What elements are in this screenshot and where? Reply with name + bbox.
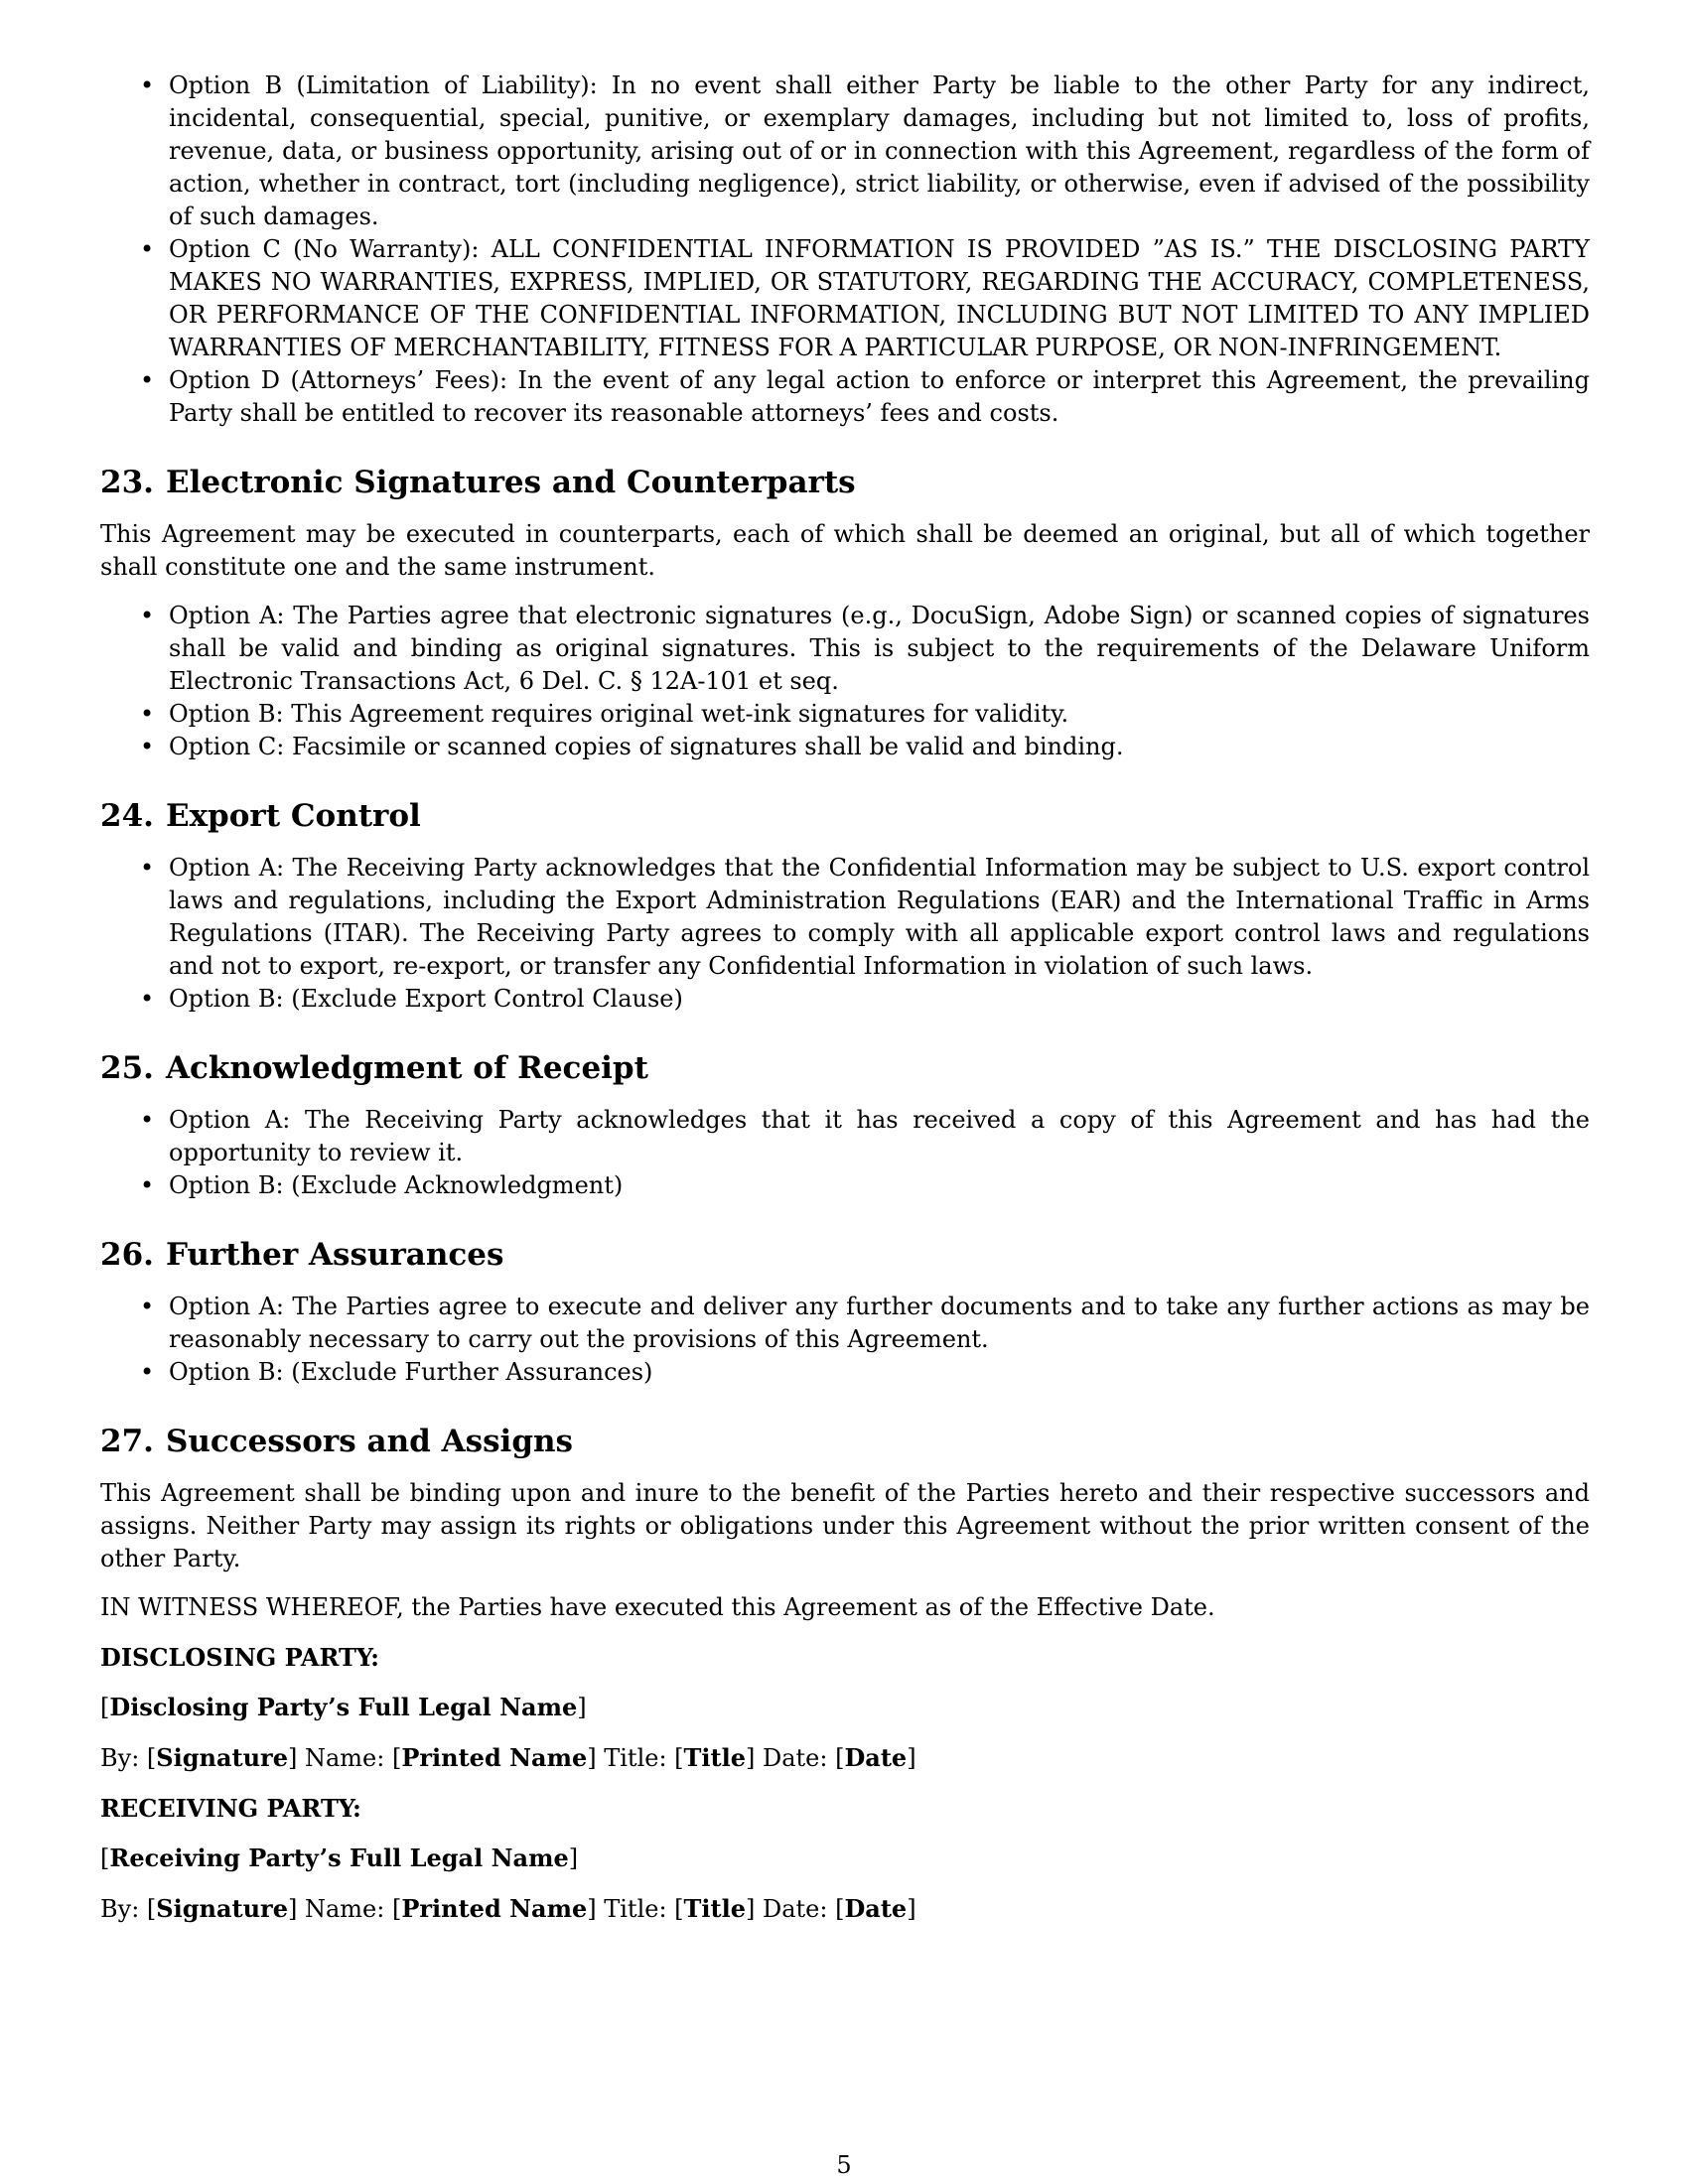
section-25-heading: 25. Acknowledgment of Receipt bbox=[100, 1050, 648, 1086]
list-item: • Option B (Limitation of Liability): In no event shall either Party be liable to the other Party for any indirect, incidental, consequential, special, punitive, or exemplary damages, including but not limited to, loss of profits, revenue, data, or business opportunity, arising out of or in connection with this Agreement, regardless of the form of action, whether in contract, tort (including negligence), strict liability, or otherwise, even if advised of the possibility of such damages. bbox=[140, 71, 1590, 230]
section-24-options bbox=[100, 852, 1590, 1016]
date-field[interactable]: Date bbox=[844, 1894, 908, 1923]
section-26-heading: 26. Further Assurances bbox=[100, 1237, 504, 1273]
date-field[interactable]: Date bbox=[844, 1743, 908, 1772]
disclosing-party-name: [Disclosing Party’s Full Legal Name] bbox=[100, 1693, 587, 1721]
list-item: • Option A: The Parties agree that electronic signatures (e.g., DocuSign, Adobe Sign) or scanned copies of signatures shall be valid and binding as original signatures. This is subject to the requirements of the Delaware Uniform Electronic Transactions Act, 6 Del. C. § 12A-101 et seq. bbox=[140, 602, 1590, 695]
printed-name-field[interactable]: Printed Name bbox=[401, 1894, 588, 1923]
signature-block bbox=[100, 1591, 1590, 1926]
bullet-icon: • bbox=[140, 235, 155, 263]
document-page bbox=[100, 69, 1590, 1943]
signature-field[interactable]: Signature bbox=[156, 1743, 288, 1772]
signature-field[interactable]: Signature bbox=[156, 1894, 288, 1923]
receiving-party-name: [Receiving Party’s Full Legal Name] bbox=[100, 1843, 579, 1872]
section-27-heading: 27. Successors and Assigns bbox=[100, 1424, 573, 1459]
bullet-icon: • bbox=[140, 1106, 155, 1134]
section-26-options bbox=[100, 1291, 1590, 1389]
list-item: • Option A: The Receiving Party acknowledges that the Confidential Information may be subject to U.S. export control laws and regulations, including the Export Administration Regulations (EAR) and the International Traffic in Arms Regulations (ITAR). The Receiving Party agrees to comply with all applicable export control laws and regulations and not to export, re-export, or transfer any Confidential Information in violation of such laws. bbox=[140, 854, 1590, 980]
bullet-icon: • bbox=[140, 1358, 155, 1386]
section-25-options bbox=[100, 1104, 1590, 1202]
bullet-icon: • bbox=[140, 1293, 155, 1320]
list-item: • Option B: (Exclude Acknowledgment) bbox=[100, 1169, 1590, 1202]
disclosing-party-heading: DISCLOSING PARTY: bbox=[100, 1643, 379, 1672]
section-23-heading: 23. Electronic Signatures and Counterparts bbox=[100, 465, 856, 500]
list-item: • Option B: (Exclude Export Control Clause) bbox=[100, 983, 1590, 1016]
bullet-icon: • bbox=[140, 366, 155, 394]
list-item: • Option B: (Exclude Further Assurances) bbox=[100, 1356, 1590, 1389]
title-field[interactable]: Title bbox=[683, 1894, 746, 1923]
disclosing-signature-line: By: [Signature] Name: [Printed Name] Title: [Title] Date: [Date] bbox=[100, 1743, 916, 1772]
section-23-intro: This Agreement may be executed in counterparts, each of which shall be deemed an original, but all of which together shall constitute one and the same instrument. bbox=[100, 520, 1590, 581]
section-23-options bbox=[100, 600, 1590, 763]
section-22-options bbox=[100, 69, 1590, 430]
list-item: • Option A: The Receiving Party acknowledges that it has received a copy of this Agreement and has had the opportunity to review it. bbox=[140, 1106, 1590, 1166]
page-number: 5 bbox=[836, 2151, 852, 2179]
title-field[interactable]: Title bbox=[683, 1743, 746, 1772]
list-item: • Option C: Facsimile or scanned copies of signatures shall be valid and binding. bbox=[100, 731, 1590, 763]
list-item: • Option C (No Warranty): ALL CONFIDENTIAL INFORMATION IS PROVIDED ”AS IS.” THE DISCLOSING PARTY MAKES NO WARRANTIES, EXPRESS, IMPLIED, OR STATUTORY, REGARDING THE ACCURACY, COMPLETENESS, OR PERFORMANCE OF THE CONFIDENTIAL INFORMATION, INCLUDING BUT NOT LIMITED TO ANY IMPLIED WARRANTIES OF MERCHANTABILITY, FITNESS FOR A PARTICULAR PURPOSE, OR NON-INFRINGEMENT. bbox=[140, 235, 1590, 361]
list-item: • Option B: This Agreement requires original wet-ink signatures for validity. bbox=[100, 698, 1590, 731]
section-27-body: This Agreement shall be binding upon and inure to the benefit of the Parties hereto and their respective successors and assigns. Neither Party may assign its rights or obligations under this Agreement without the prior written consent of the other Party. bbox=[100, 1479, 1590, 1572]
witness-statement: IN WITNESS WHEREOF, the Parties have executed this Agreement as of the Effective Date. bbox=[100, 1593, 1215, 1621]
bullet-icon: • bbox=[140, 1171, 155, 1199]
bullet-icon: • bbox=[140, 700, 155, 728]
bullet-icon: • bbox=[140, 602, 155, 629]
printed-name-field[interactable]: Printed Name bbox=[401, 1743, 588, 1772]
list-item: • Option D (Attorneys’ Fees): In the event of any legal action to enforce or interpret this Agreement, the prevailing Party shall be entitled to recover its reasonable attorneys’ fees and costs. bbox=[140, 366, 1590, 427]
bullet-icon: • bbox=[140, 854, 155, 882]
section-24-heading: 24. Export Control bbox=[100, 798, 421, 834]
bullet-icon: • bbox=[140, 733, 155, 760]
list-item: • Option A: The Parties agree to execute and deliver any further documents and to take any further actions as may be reasonably necessary to carry out the provisions of this Agreement. bbox=[140, 1293, 1590, 1353]
receiving-party-heading: RECEIVING PARTY: bbox=[100, 1794, 361, 1823]
bullet-icon: • bbox=[140, 71, 155, 99]
receiving-signature-line: By: [Signature] Name: [Printed Name] Title: [Title] Date: [Date] bbox=[100, 1894, 916, 1923]
bullet-icon: • bbox=[140, 985, 155, 1013]
